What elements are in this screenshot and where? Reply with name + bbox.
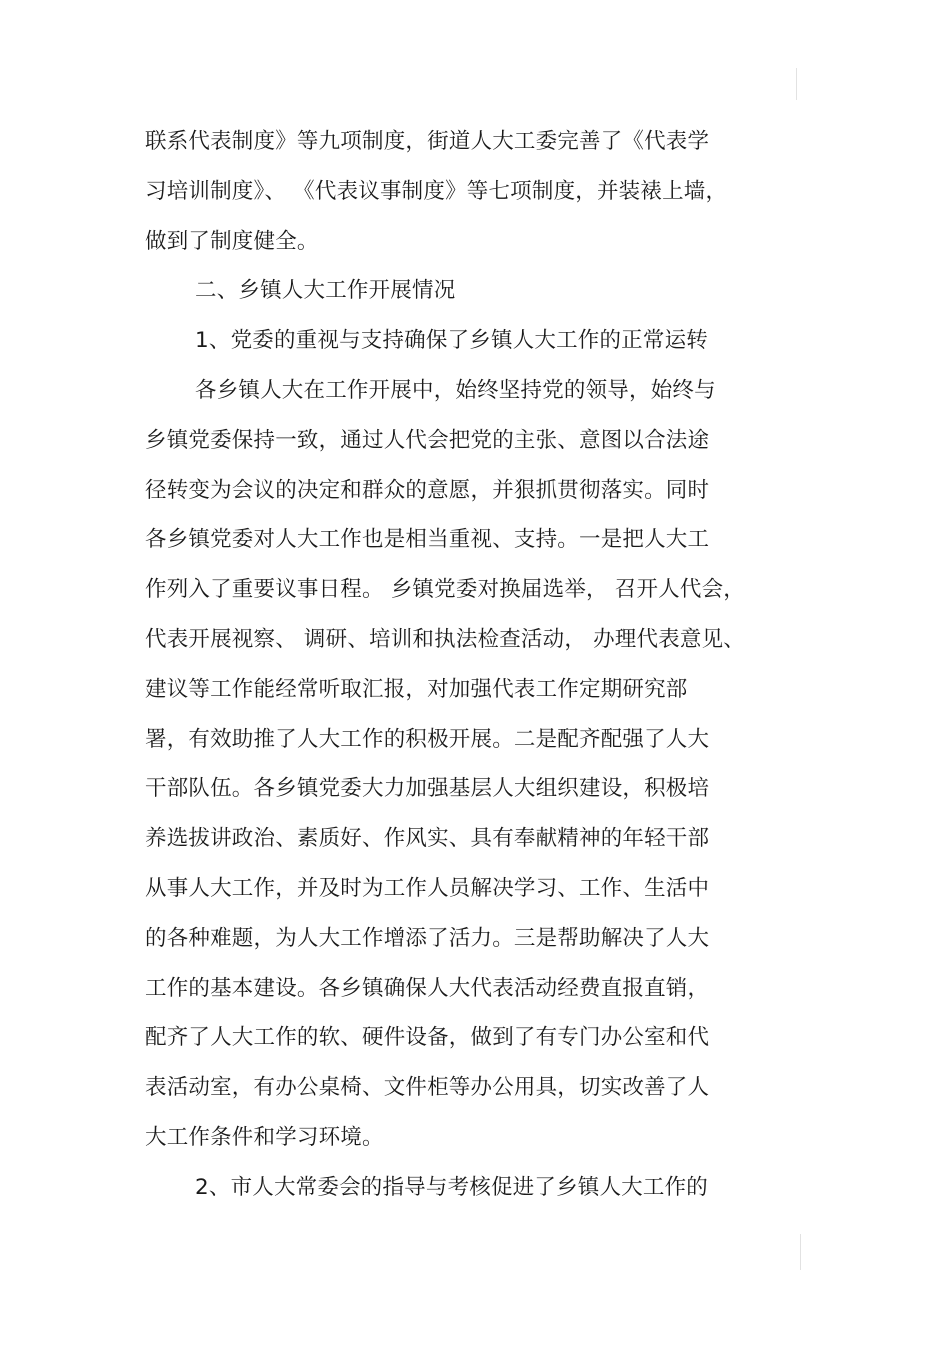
text-line-19: 配齐了人大工作的软、硬件设备，做到了有专门办公室和代 (145, 1025, 710, 1051)
text-line-13: 署，有效助推了人大工作的积极开展。二是配齐配强了人大 (145, 726, 710, 752)
document-body (145, 122, 805, 1218)
subsection-heading-2: 2、市人大常委会的指导与考核促进了乡镇人大工作的 (195, 1174, 708, 1200)
text-line-7: 乡镇党委保持一致，通过人代会把党的主张、意图以合法途 (145, 427, 710, 453)
page-edge-mark-bottom (800, 1234, 801, 1270)
text-line-14: 干部队伍。各乡镇党委大力加强基层人大组织建设，积极培 (145, 776, 710, 802)
text-line-18: 工作的基本建设。各乡镇确保人大代表活动经费直报直销， (145, 975, 710, 1001)
text-line-12: 建议等工作能经常听取汇报，对加强代表工作定期研究部 (145, 676, 688, 702)
text-line-10: 作列入了重要议事日程。 乡镇党委对换届选举， 召开人代会， (145, 577, 745, 603)
text-line-15: 养选拔讲政治、素质好、作风实、具有奉献精神的年轻干部 (145, 826, 710, 852)
text-line-11: 代表开展视察、 调研、培训和执法检查活动， 办理代表意见、 (145, 626, 745, 652)
page-edge-mark-top (796, 68, 797, 100)
text-line-17: 的各种难题，为人大工作增添了活力。三是帮助解决了人大 (145, 925, 710, 951)
text-line-21: 大工作条件和学习环境。 (145, 1124, 384, 1150)
text-line-8: 径转变为会议的决定和群众的意愿，并狠抓贯彻落实。同时 (145, 477, 710, 503)
text-line-20: 表活动室，有办公桌椅、文件柜等办公用具，切实改善了人 (145, 1075, 710, 1101)
subsection-heading-1: 1、党委的重视与支持确保了乡镇人大工作的正常运转 (195, 328, 708, 354)
text-line-9: 各乡镇党委对人大工作也是相当重视、支持。一是把人大工 (145, 527, 710, 553)
text-line-1: 联系代表制度》等九项制度，街道人大工委完善了《代表学 (145, 129, 710, 154)
text-line-16: 从事人大工作，并及时为工作人员解决学习、工作、生活中 (145, 875, 710, 901)
text-line-2: 习培训制度》、 《代表议事制度》等七项制度，并装裱上墙， (145, 178, 728, 204)
text-line-3: 做到了制度健全。 (145, 228, 319, 254)
section-heading: 二、乡镇人大工作开展情况 (195, 278, 456, 304)
paragraph-start: 各乡镇人大在工作开展中，始终坚持党的领导，始终与 (195, 377, 716, 403)
